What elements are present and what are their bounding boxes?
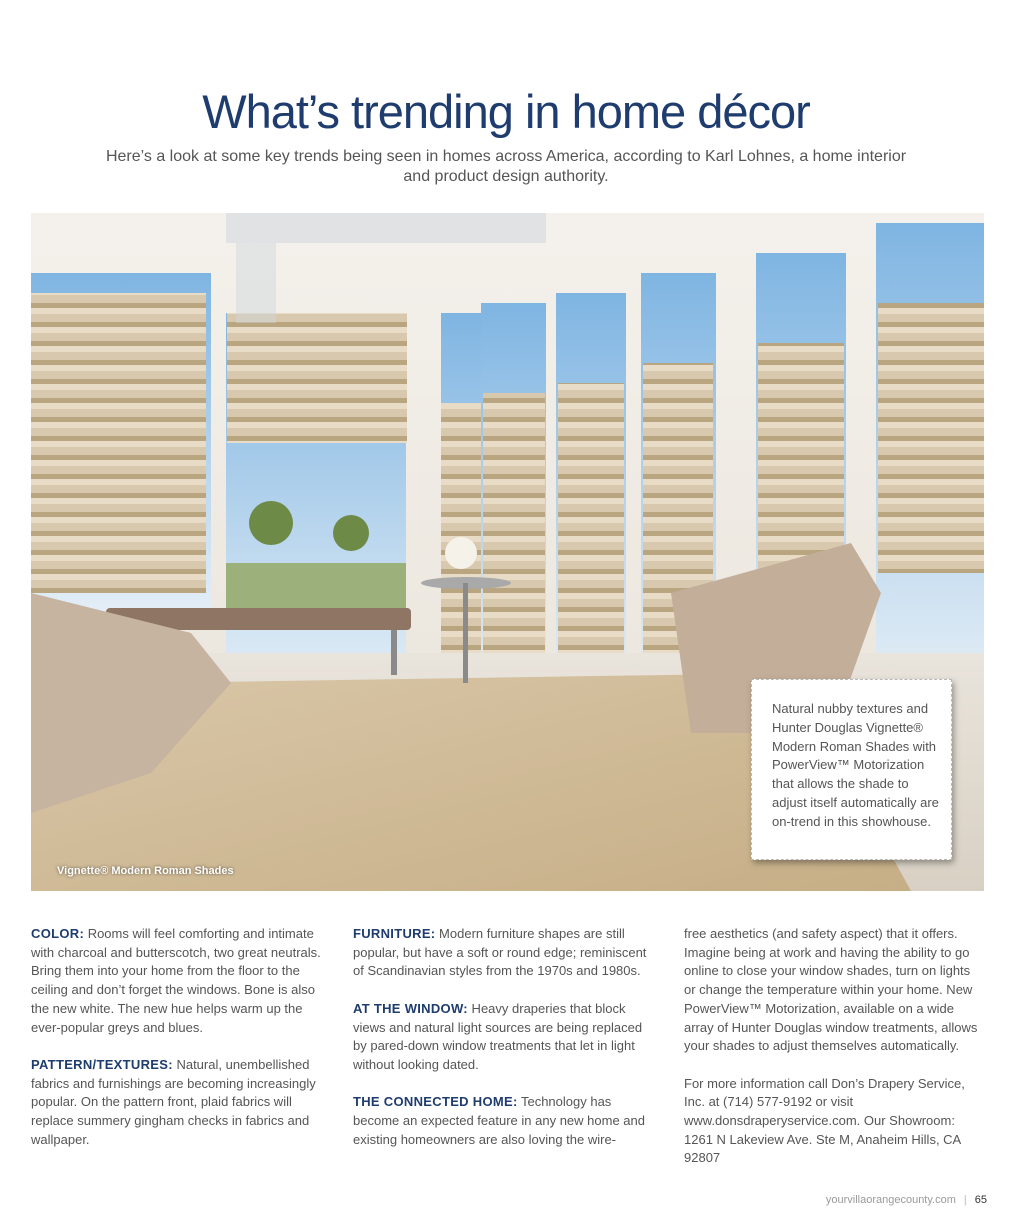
pattern-heading: PATTERN/TEXTURES:: [31, 1056, 173, 1072]
window-body: Heavy draperies that block views and natural light sources are being replaced by pared-down window treatments that let in light without looking dated.: [353, 1000, 643, 1072]
page-title: What’s trending in home décor: [202, 85, 810, 138]
footer-separator: |: [963, 1194, 967, 1206]
color-body: Rooms will feel comforting and intimate with charcoal and butterscotch, two great neutrals. Bring them into your home from the floor to the ceiling and don’t forget the windows. Bone is also the new white. The new hue helps warm up the ever-popular greys and blues.: [31, 926, 321, 1035]
page-number: 65: [974, 1194, 987, 1206]
furniture-heading: FURNITURE:: [353, 926, 436, 941]
column-2: [353, 925, 653, 1168]
column-1: [31, 925, 331, 1168]
contact-paragraph: For more information call Don’s Drapery Service, Inc. at (714) 577-9192 or visit www.donsdraperyservice.com. Our Showroom: 1261 N Lakeview Ave. Ste M, Anaheim Hills, CA 92807: [684, 1075, 965, 1166]
pattern-body: Natural, unembellished fabrics and furnishings are becoming increasingly popular. On the pattern front, plaid fabrics will replace summery gingham checks in fabrics and wallpaper.: [31, 1056, 316, 1147]
window-paragraph: [353, 1000, 653, 1075]
continued-paragraph: free aesthetics (and safety aspect) that it offers. Imagine being at work and having the ability to go online to close your window shades, turn on lights or change the temperature within your home. New PowerView™ Motorization, available on a wide array of Hunter Douglas window treatments, allows your shades to adjust themselves automatically.: [684, 926, 978, 1054]
page-footer: [826, 1194, 987, 1206]
color-paragraph: [31, 925, 331, 1037]
connected-body: Technology has become an expected feature in any new home and existing homeowners are also loving the wire-: [353, 1094, 645, 1147]
window-heading: AT THE WINDOW:: [353, 1000, 468, 1016]
photo-callout: Natural nubby textures and Hunter Douglas Vignette® Modern Roman Shades with PowerView™ Motorization that allows the shade to adjust itself automatically are on-trend in this showhouse.: [751, 679, 952, 860]
furniture-paragraph: [353, 925, 653, 981]
furniture-body: Modern furniture shapes are still popular, but have a soft or round edge; reminiscent of Scandinavian styles from the 1970s and 1980s.: [353, 926, 647, 979]
connected-heading: THE CONNECTED HOME:: [353, 1094, 518, 1110]
photo-caption: Vignette® Modern Roman Shades: [57, 865, 234, 877]
page-subtitle: Here’s a look at some key trends being seen in homes across America, according to Karl Lohnes, a home interior and product design authority.: [105, 148, 907, 185]
column-3: [684, 925, 984, 1187]
footer-site: yourvillaorangecounty.com: [825, 1194, 956, 1206]
connected-paragraph: [353, 1093, 653, 1149]
pattern-paragraph: [31, 1056, 331, 1150]
color-heading: COLOR:: [31, 926, 85, 941]
